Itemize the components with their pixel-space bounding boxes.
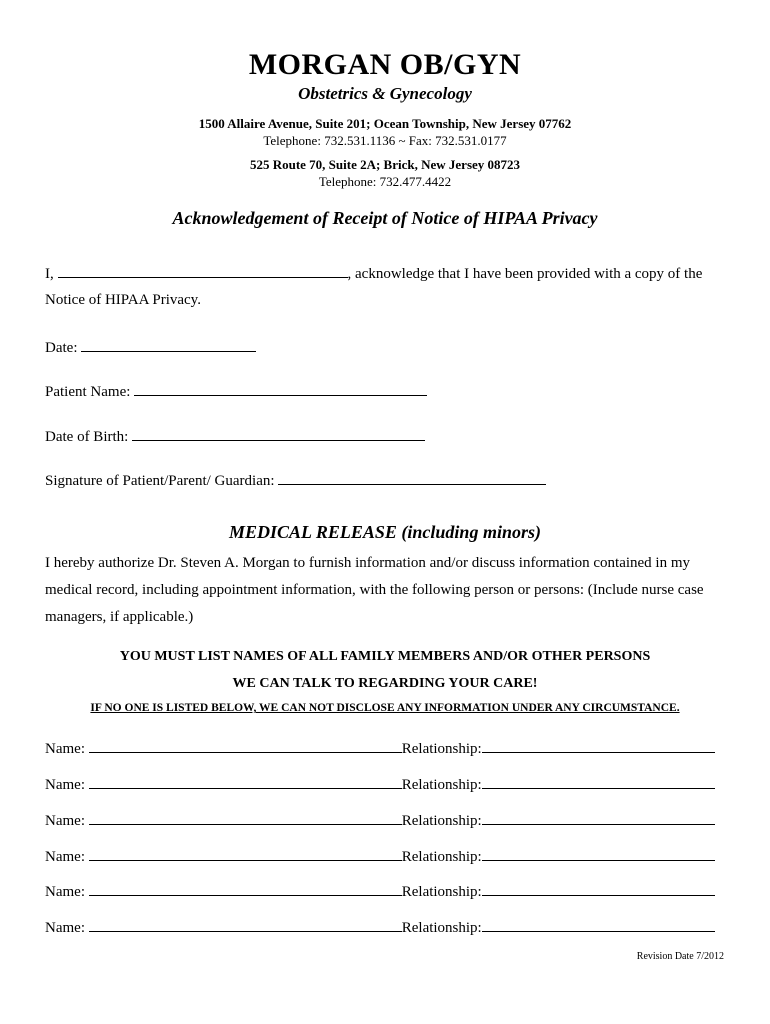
- patient-name-label: Patient Name:: [45, 384, 131, 400]
- release-paragraph-line1: I hereby authorize Dr. Steven A. Morgan to furnish information and/or discuss information contained in my: [45, 555, 691, 571]
- acknowledge-line2: Notice of HIPAA Privacy.: [45, 292, 201, 308]
- contact-row: [45, 810, 715, 830]
- contact-name-field[interactable]: [89, 774, 402, 789]
- office1-address: 1500 Allaire Avenue, Suite 201; Ocean Township, New Jersey 07762: [198, 116, 572, 131]
- practice-name: MORGAN OB/GYN: [248, 48, 522, 81]
- name-label: Name:: [45, 849, 85, 865]
- warning-line1: YOU MUST LIST NAMES OF ALL FAMILY MEMBERS AND/OR OTHER PERSONS: [119, 649, 651, 664]
- revision-date: Revision Date 7/2012: [636, 951, 724, 962]
- contact-relationship-field[interactable]: [482, 846, 715, 861]
- acknowledge-suffix: , acknowledge that I have been provided with a copy of the: [347, 266, 703, 282]
- office2-phone: Telephone: 732.477.4422: [318, 174, 452, 189]
- contact-relationship-field[interactable]: [482, 881, 715, 896]
- name-label: Name:: [45, 813, 85, 829]
- relationship-label: Relationship:: [401, 777, 482, 793]
- warning-line2: WE CAN TALK TO REGARDING YOUR CARE!: [232, 676, 538, 691]
- disclaimer: IF NO ONE IS LISTED BELOW, WE CAN NOT DISCLOSE ANY INFORMATION UNDER ANY CIRCUMSTANCE.: [90, 702, 680, 714]
- relationship-label: Relationship:: [401, 849, 482, 865]
- patient-name-field[interactable]: [134, 381, 427, 396]
- name-label: Name:: [45, 777, 85, 793]
- contact-relationship-field[interactable]: [482, 917, 715, 932]
- name-label: Name:: [45, 884, 85, 900]
- contact-row: [45, 774, 715, 794]
- contact-row: [45, 881, 715, 901]
- contact-row: [45, 917, 715, 937]
- hipaa-heading: Acknowledgement of Receipt of Notice of HIPAA Privacy: [172, 208, 598, 228]
- patient-name-row: [45, 381, 427, 401]
- dob-label: Date of Birth:: [45, 429, 129, 445]
- name-label: Name:: [45, 741, 85, 757]
- dob-field[interactable]: [132, 426, 425, 441]
- date-field[interactable]: [81, 337, 256, 352]
- contact-name-field[interactable]: [89, 917, 402, 932]
- specialty-subtitle: Obstetrics & Gynecology: [298, 84, 472, 103]
- name-label: Name:: [45, 920, 85, 936]
- contact-name-field[interactable]: [89, 810, 402, 825]
- office1-phone: Telephone: 732.531.1136 ~ Fax: 732.531.0177: [263, 133, 507, 148]
- contact-name-field[interactable]: [89, 738, 402, 753]
- contact-relationship-field[interactable]: [482, 774, 715, 789]
- release-paragraph-line3: managers, if applicable.): [45, 609, 194, 625]
- contact-row: [45, 738, 715, 758]
- dob-row: [45, 426, 425, 446]
- office2-address: 525 Route 70, Suite 2A; Brick, New Jersey 08723: [249, 157, 521, 172]
- release-heading: MEDICAL RELEASE (including minors): [229, 522, 541, 542]
- acknowledge-line: [45, 263, 702, 283]
- release-paragraph-line2: medical record, including appointment information, with the following person or persons: (Include nurse case: [45, 582, 704, 598]
- relationship-label: Relationship:: [401, 884, 482, 900]
- contact-relationship-field[interactable]: [482, 738, 715, 753]
- relationship-label: Relationship:: [401, 741, 482, 757]
- signature-row: [45, 470, 546, 490]
- relationship-label: Relationship:: [401, 920, 482, 936]
- signature-label: Signature of Patient/Parent/ Guardian:: [45, 473, 275, 489]
- relationship-label: Relationship:: [401, 813, 482, 829]
- date-label: Date:: [45, 340, 78, 356]
- contact-name-field[interactable]: [89, 846, 402, 861]
- acknowledge-name-field[interactable]: [58, 263, 348, 278]
- contact-relationship-field[interactable]: [482, 810, 715, 825]
- date-row: [45, 337, 256, 357]
- contact-row: [45, 846, 715, 866]
- signature-field[interactable]: [278, 470, 546, 485]
- acknowledge-prefix: I,: [45, 266, 54, 282]
- contact-name-field[interactable]: [89, 881, 402, 896]
